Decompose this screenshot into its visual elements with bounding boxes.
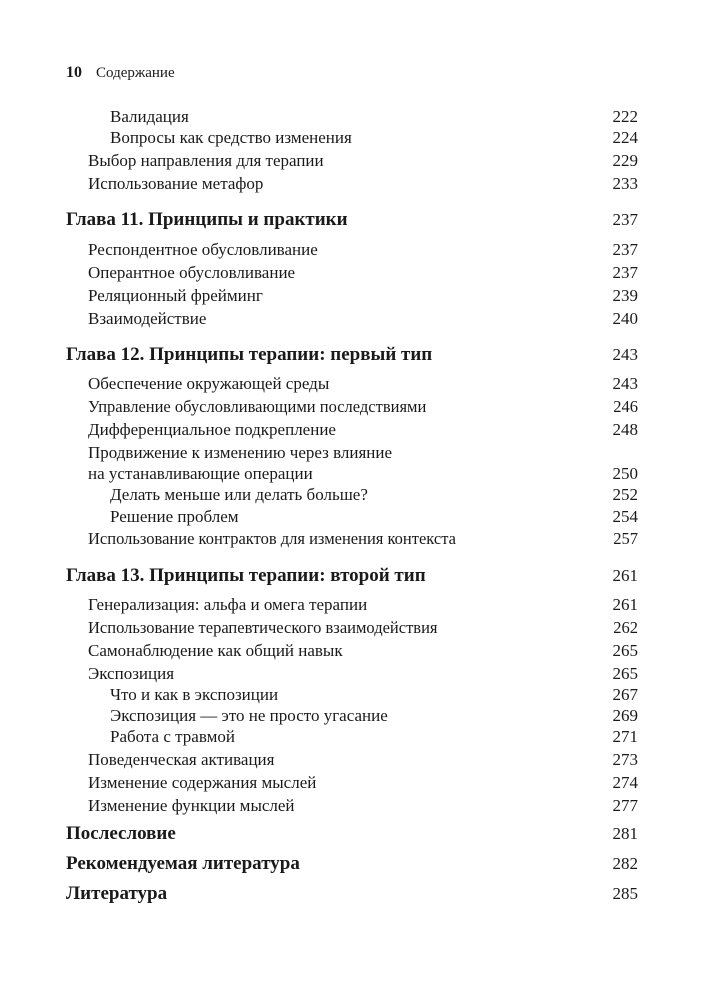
toc-entry-page: 239 (612, 286, 638, 305)
toc-entry-page: 269 (612, 706, 638, 725)
toc-chapter (0, 344, 703, 368)
toc-chapter-title: Литература (66, 883, 168, 904)
toc-entry (0, 396, 703, 420)
toc-chapter (0, 565, 703, 589)
toc-entry (0, 127, 703, 151)
toc-entry-title: Экспозиция (88, 664, 175, 683)
toc-entry-page: 254 (612, 507, 638, 526)
toc-entry (0, 150, 703, 174)
toc-entry-page: 273 (612, 750, 638, 769)
toc-entry-page: 261 (612, 595, 638, 614)
toc-entry-title: Делать меньше или делать больше? (110, 485, 368, 504)
toc-entry-page: 222 (612, 107, 638, 126)
toc-entry-title: Валидация (110, 107, 189, 126)
toc-entry-page: 237 (612, 263, 638, 282)
toc-chapter-title: Глава 12. Принципы терапии: первый тип (66, 344, 433, 365)
toc-entry-title: на устанавливающие операции (88, 464, 313, 483)
toc-entry-page: 224 (612, 128, 638, 147)
toc-chapter-page: 282 (612, 854, 638, 873)
toc-entry-title: Использование терапевтического взаимодействия (88, 618, 438, 637)
toc-entry (0, 373, 703, 397)
toc-entry (0, 484, 703, 508)
toc-chapter-title: Глава 11. Принципы и практики (66, 209, 348, 230)
toc-chapter (0, 823, 703, 847)
toc-entry-page: 267 (612, 685, 638, 704)
toc-entry-page: 243 (612, 374, 638, 393)
toc-entry-page: 252 (612, 485, 638, 504)
toc-chapter-page: 285 (612, 884, 638, 903)
toc-chapter-page: 281 (612, 824, 638, 843)
toc-entry-page: 274 (612, 773, 638, 792)
toc-chapter-title: Послесловие (66, 823, 176, 844)
toc-entry (0, 285, 703, 309)
toc-entry-title: Управление обусловливающими последствиями (88, 397, 427, 416)
toc-entry-title: Вопросы как средство изменения (110, 128, 352, 147)
toc-entry-page: 262 (613, 618, 638, 637)
running-title: Содержание (96, 65, 175, 81)
toc-entry (0, 308, 703, 332)
toc-chapter-title: Рекомендуемая литература (66, 853, 300, 874)
toc-entry-title: Генерализация: альфа и омега терапии (88, 595, 368, 614)
toc-chapter (0, 883, 703, 907)
toc-entry (0, 640, 703, 664)
toc-entry-title: Работа с травмой (110, 727, 235, 746)
toc-entry-title: Респондентное обусловливание (88, 240, 318, 259)
toc-entry-title: Самонаблюдение как общий навык (88, 641, 343, 660)
toc-chapter (0, 853, 703, 877)
toc-entry-page: 229 (612, 151, 638, 170)
toc-entry-page: 240 (612, 309, 638, 328)
toc-entry-title: Выбор направления для терапии (88, 151, 324, 170)
toc-entry-title: Экспозиция — это не просто угасание (110, 706, 388, 725)
toc-entry-title: Дифференциальное подкрепление (88, 420, 336, 439)
toc-chapter-page: 261 (612, 566, 638, 585)
toc-entry-title: Решение проблем (110, 507, 239, 526)
toc-entry (0, 506, 703, 530)
toc-entry (0, 726, 703, 750)
page-number: 10 (66, 64, 82, 81)
toc-entry-page: 233 (612, 174, 638, 193)
toc-chapter-title: Глава 13. Принципы терапии: второй тип (66, 565, 426, 586)
toc-entry (0, 594, 703, 618)
toc-entry-page: 271 (612, 727, 638, 746)
toc-entry (0, 772, 703, 796)
toc-entry-page: 250 (612, 464, 638, 483)
toc-entry-title: Реляционный фрейминг (88, 286, 263, 305)
toc-entry-page: 248 (612, 420, 638, 439)
toc-entry-title: Продвижение к изменению через влияние (88, 443, 393, 462)
toc-entry (0, 262, 703, 286)
toc-entry (0, 749, 703, 773)
toc-entry-page: 257 (613, 529, 638, 548)
toc-entry-page: 277 (612, 796, 638, 815)
toc-entry (0, 173, 703, 197)
toc-entry-title: Использование метафор (88, 174, 264, 193)
toc-entry (0, 617, 703, 641)
toc-entry-title: Использование контрактов для изменения контекста (88, 529, 456, 548)
toc-entry (0, 239, 703, 263)
toc-entry (0, 795, 703, 819)
toc-entry-title: Поведенческая активация (88, 750, 275, 769)
toc-entry (0, 419, 703, 443)
toc-entry-title: Изменение содержания мыслей (88, 773, 317, 792)
toc-entry-title: Обеспечение окружающей среды (88, 374, 330, 393)
toc-entry-title: Изменение функции мыслей (88, 796, 295, 815)
toc-entry (0, 528, 703, 552)
toc-entry-title: Что и как в экспозиции (110, 685, 279, 704)
toc-chapter (0, 209, 703, 233)
toc-entry-title: Взаимодействие (88, 309, 207, 328)
toc-entry-page: 246 (613, 397, 638, 416)
toc-entry-title: Оперантное обусловливание (88, 263, 296, 282)
toc-entry-page: 237 (612, 240, 638, 259)
toc-entry-page: 265 (612, 664, 638, 683)
toc-entry-page: 265 (612, 641, 638, 660)
toc-chapter-page: 243 (612, 345, 638, 364)
toc-chapter-page: 237 (612, 210, 638, 229)
